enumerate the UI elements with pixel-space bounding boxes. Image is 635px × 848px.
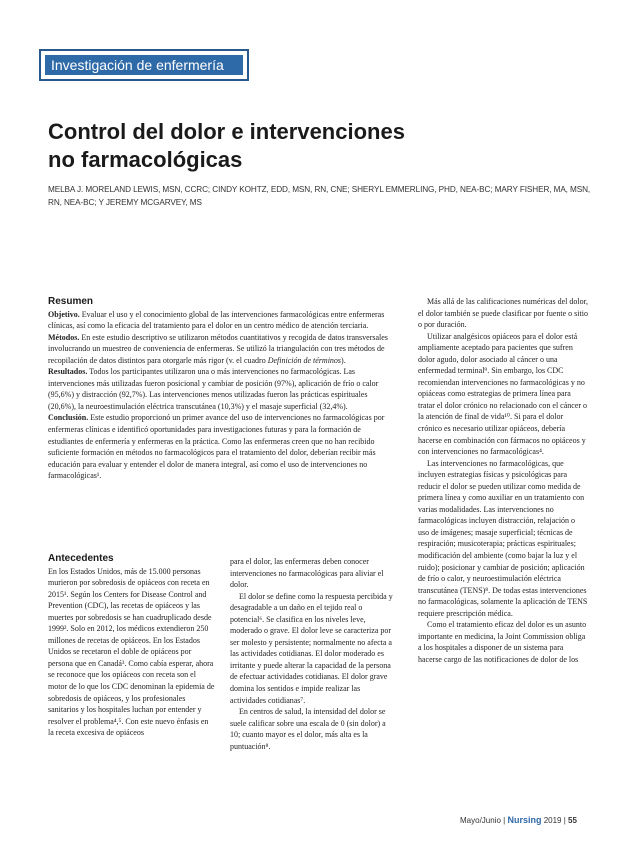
article-title — [48, 118, 468, 174]
abstract-methods — [48, 332, 393, 367]
abstract-results — [48, 366, 393, 412]
section-banner — [39, 49, 249, 81]
abstract-heading: Resumen — [48, 296, 94, 307]
column3-paragraph-2: Utilizar analgésicos opiáceos para el dolor está ampliamente aceptado para pacientes que sufren dolor agudo, dolor asociado al cáncer o una enfermedad terminal⁹. Sin embargo, los CDC recomiendan intervenciones no farmacológicas y no opiáceas como estrategias de primera línea para tratar el dolor crónico no relacionado con el cáncer o la atención de final de vida¹⁰. Si para el dolor crónico es necesario utilizar opiáceos, debería hacerse en combinación con fármacos no opiáceos y con intervenciones no farmacológicas⁴. — [418, 331, 588, 457]
objective-text: Evaluar el uso y el conocimiento global de las intervenciones farmacológicas entre enfermeras clínicas, así como la eficacia del tratamiento para el dolor en un centro médico de atención terciaria. — [48, 309, 385, 331]
footer-brand: Nursing — [507, 815, 542, 825]
footer-issue: Mayo/Junio | — [460, 816, 506, 825]
column2-paragraph-1: para el dolor, las enfermeras deben conocer intervenciones no farmacológicas para aliviar el dolor. — [230, 557, 384, 590]
methods-text: En este estudio descriptivo se utilizaron métodos cuantitativos y recogida de datos transversales involucrando un muestreo de conveniencia de enfermeras. Se utilizó la triangulación con tres métodos de recopilación de datos distintos para otorgarle más rigor (v. el cuadro — [48, 332, 388, 365]
body-column-2 — [230, 556, 393, 752]
background-column — [48, 553, 216, 739]
column3-paragraph-4: Como el tratamiento eficaz del dolor es un asunto importante en medicina, la Joint Commission obliga a los hospitales a disponer de un sistema para hacerse cargo de las notificaciones de dolor de los — [418, 620, 587, 664]
column3-paragraph-1: Más allá de las calificaciones numéricas del dolor, el dolor también se puede clasificar por fuente o sitio o por duración. — [418, 297, 588, 330]
page-footer — [460, 815, 600, 825]
title-line-1: Control del dolor e intervenciones — [48, 119, 405, 144]
background-paragraph: En los Estados Unidos, más de 15.000 personas murieron por sobredosis de opiáceos con receta en 2015¹. Según los Centers for Disease Control and Prevention (CDC), las recetas de opiáceos y las muertes por sobredosis se han cuadruplicado desde 1999². Solo en 2012, los médicos extendieron 250 millones de recetas de opiáceos. En los Estados Unidos se recetaron el doble de opiáceos por persona que en Canadá³. Como cabía esperar, ahora se reconoce que los opiáceos con receta son el motor de lo que los CDC denominan la epidemia de sobredosis de opiáceos, y los profesionales sanitarios y los hospitales luchan por entender y resolver el problema⁴,⁵. Con este nuevo énfasis en la receta excesiva de opiáceos — [48, 566, 215, 738]
conclusion-label: Conclusión. — [48, 413, 89, 423]
abstract — [48, 296, 393, 482]
page-number: 55 — [568, 816, 577, 825]
abstract-conclusion — [48, 412, 393, 481]
methods-italic: Definición de términos — [267, 355, 342, 365]
results-text: Todos los participantes utilizaron una o más intervenciones no farmacológicas. Las intervenciones más utilizadas fueron posicional y cambiar de posición (97%), aplicación de frío o calor (95,6%) y distracción (92,7%). Las intervenciones menos utilizadas fueron las prácticas espirituales (20,6%), la neuroestimulación eléctrica transcutánea (10,3%) y el masaje superficial (32,4%). — [48, 367, 379, 411]
footer-year: 2019 | — [543, 816, 566, 825]
objective-label: Objetivo. — [48, 309, 80, 319]
results-label: Resultados. — [48, 367, 88, 377]
body-column-3 — [418, 296, 588, 666]
conclusion-text: Este estudio proporcionó un primer avance del uso de intervenciones no farmacológicas por enfermeras clínicas e identificó oportunidades para investigaciones futuras y para la formación de estudiantes de enfermería y enfermeras en la práctica. Como las enfermeras creen que no han recibido suficiente formación en métodos no farmacológicos para el tratamiento del dolor, deberían recibir más educación para evaluar y entender el dolor de manera integral, así como el uso de intervenciones no farmacológicas¹. — [48, 413, 385, 481]
title-line-2: no farmacológicas — [48, 147, 243, 172]
author-list: MELBA J. MORELAND LEWIS, MSN, CCRC; CINDY KOHTZ, EDD, MSN, RN, CNE; SHERYL EMMERLING, PHD, NEA-BC; MARY FISHER, MA, MSN, RN, NEA-BC; Y JEREMY MCGARVEY, MS — [48, 185, 591, 207]
column3-paragraph-3: Las intervenciones no farmacológicas, que incluyen estrategias físicas y psicológicas para reducir el dolor se pueden utilizar como medida de primera línea y como auxiliar en un tratamiento con varias modalidades. Las intervenciones no farmacológicas incluyen distracción, relajación o uso de imágenes; masaje superficial; técnicas de respiración; musicoterapia; prácticas espirituales; modificación del ambiente (como bajar la luz y el ruido); posicionar y cambiar de posición; aplicación de frío o calor, y neuroestimulación eléctrica transcutánea (TENS)⁸. De todas estas intervenciones no farmacológicas, solamente la aplicación de TENS requiere prescripción médica. — [418, 458, 588, 618]
background-heading: Antecedentes — [48, 553, 114, 564]
abstract-objective — [48, 309, 393, 332]
column2-paragraph-3: En centros de salud, la intensidad del dolor se suele calificar sobre una escala de 0 (sin dolor) a 10; cuanto mayor es el dolor, más alta es la puntuación⁸. — [230, 707, 386, 751]
methods-end: ). — [341, 355, 346, 365]
column2-paragraph-2: El dolor se define como la respuesta percibida y desagradable a un daño en el tejido real o potencial⁶. Se clasifica en los niveles leve, moderado o grave. El dolor leve se caracteriza por ser molesto y persistente; normalmente no afecta a las actividades cotidianas. El dolor moderado es irritante y puede alterar la capacidad de la persona de efectuar actividades cotidianas. El dolor grave domina los sentidos e impide realizar las actividades cotidianas⁷. — [230, 591, 393, 705]
methods-label: Métodos. — [48, 332, 80, 342]
section-label: Investigación de enfermería — [45, 55, 243, 75]
